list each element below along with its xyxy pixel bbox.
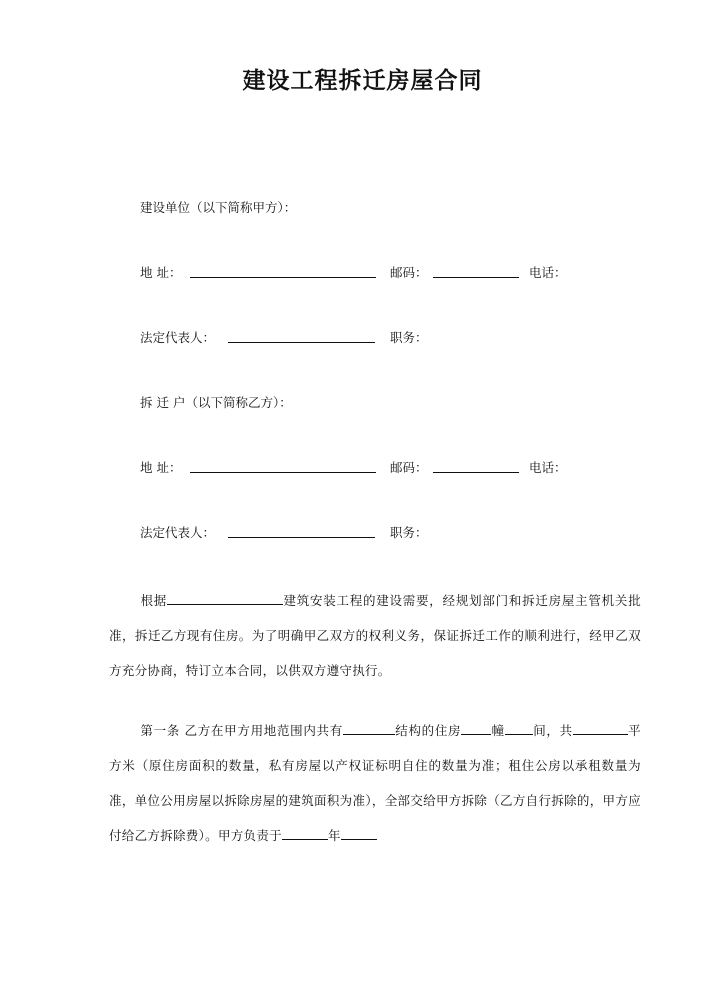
party-b-position-label: 职务： [390, 525, 428, 540]
room-count-blank[interactable] [505, 720, 533, 735]
party-b-rep-blank[interactable] [228, 523, 375, 544]
month-blank[interactable] [341, 825, 377, 840]
article-1-part-2: 结构的住房 [394, 723, 462, 738]
article-1-paragraph [109, 713, 641, 853]
party-a-postcode-label: 邮码： [390, 265, 428, 280]
party-a-address-label: 地 址： [140, 265, 182, 280]
document-title: 建设工程拆迁房屋合同 [242, 67, 483, 94]
article-1-part-3: 幢 [491, 723, 505, 738]
party-a-phone-label: 电话： [529, 265, 567, 280]
structure-blank[interactable] [343, 720, 395, 735]
year-blank[interactable] [282, 825, 328, 840]
party-a-rep-blank[interactable] [228, 328, 375, 349]
area-blank[interactable] [573, 720, 628, 735]
preamble-paragraph [109, 583, 641, 688]
party-b-phone-label: 电话： [529, 460, 567, 475]
project-name-blank[interactable] [167, 590, 283, 605]
party-b-heading: 拆 迁 户（以下简称乙方）： [140, 395, 292, 410]
article-1-part-4: 间，共 [532, 723, 573, 738]
party-b-postcode-label: 邮码： [390, 460, 428, 475]
article-1-part-6: 年 [327, 828, 341, 843]
party-b-postcode-blank[interactable] [433, 458, 519, 479]
article-1-part-5: 平方米（原住房面积的数量，私有房屋以产权证标明自住的数量为准；租住公房以承租数量为准，单位公用房屋以拆除房屋的建筑面积为准），全部交给甲方拆除（乙方自行拆除的，甲方应付给乙方拆除费）。甲方负责于 [109, 723, 641, 843]
party-b-address-blank[interactable] [190, 458, 376, 479]
party-a-postcode-blank[interactable] [433, 263, 519, 284]
party-b-rep-label: 法定代表人： [140, 525, 216, 540]
preamble-rest: 建筑安装工程的建设需要，经规划部门和拆迁房屋主管机关批准，拆迁乙方现有住房。为了明确甲乙双方的权利义务，保证拆迁工作的顺利进行，经甲乙双方充分协商，特订立本合同，以供双方遵守执行。 [109, 593, 641, 678]
party-a-position-label: 职务： [390, 330, 428, 345]
party-a-heading: 建设单位（以下简称甲方）： [140, 200, 297, 215]
preamble-start: 根据 [140, 593, 167, 608]
building-count-blank[interactable] [461, 720, 491, 735]
article-1-part-1: 第一条 乙方在甲方用地范围内共有 [140, 723, 343, 738]
party-a-address-blank[interactable] [190, 263, 376, 284]
party-a-rep-label: 法定代表人： [140, 330, 216, 345]
party-b-address-label: 地 址： [140, 460, 182, 475]
